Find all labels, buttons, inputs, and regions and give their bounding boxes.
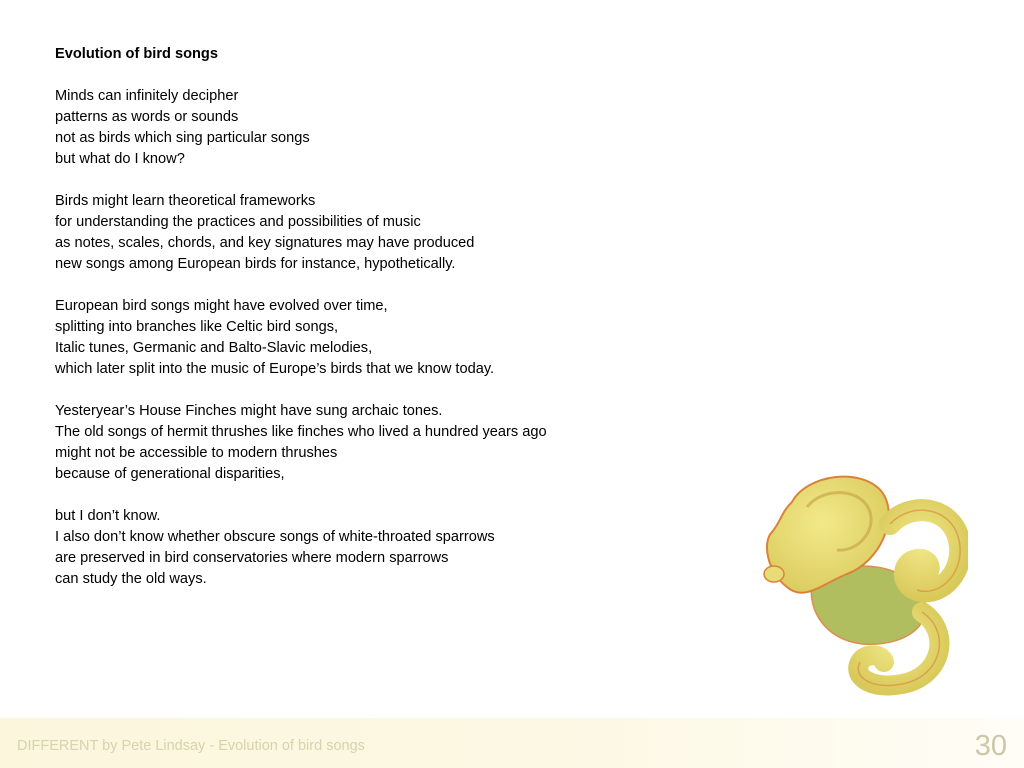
poem-line: new songs among European birds for instance, hypothetically. <box>55 256 456 272</box>
poem-line: which later split into the music of Europe’s birds that we know today. <box>55 361 495 377</box>
poem-line: splitting into branches like Celtic bird songs, <box>55 319 339 335</box>
poem-line: but what do I know? <box>55 151 185 167</box>
treble-clef-illustration <box>752 462 968 702</box>
poem-line: for understanding the practices and possibilities of music <box>55 214 421 230</box>
poem-line: as notes, scales, chords, and key signatures may have produced <box>55 235 475 251</box>
stanza <box>55 401 715 485</box>
illustration-knob <box>764 566 784 582</box>
stanza <box>55 86 715 170</box>
poem-line: patterns as words or sounds <box>55 109 239 125</box>
poem-title: Evolution of bird songs <box>55 46 218 62</box>
poem-line: Birds might learn theoretical frameworks <box>55 193 316 209</box>
poem-line: are preserved in bird conservatories where modern sparrows <box>55 550 449 566</box>
poem-line: can study the old ways. <box>55 571 207 587</box>
stanza <box>55 506 715 590</box>
stanza <box>55 296 715 380</box>
page-number: 30 <box>974 730 1007 762</box>
poem-line: Italic tunes, Germanic and Balto-Slavic melodies, <box>55 340 373 356</box>
poem-line: not as birds which sing particular songs <box>55 130 310 146</box>
poem-line: might not be accessible to modern thrushes <box>55 445 338 461</box>
poem-line: but I don’t know. <box>55 508 161 524</box>
footer-title: DIFFERENT by Pete Lindsay - Evolution of bird songs <box>17 738 365 754</box>
poem-line: Minds can infinitely decipher <box>55 88 239 104</box>
poem-line: Yesteryear’s House Finches might have sung archaic tones. <box>55 403 443 419</box>
poem <box>55 44 715 611</box>
poem-line: I also don’t know whether obscure songs of white-throated sparrows <box>55 529 495 545</box>
poem-line: The old songs of hermit thrushes like finches who lived a hundred years ago <box>55 424 547 440</box>
poem-line: because of generational disparities, <box>55 466 285 482</box>
poem-line: European bird songs might have evolved over time, <box>55 298 388 314</box>
footer-bar <box>0 718 1024 768</box>
stanza <box>55 191 715 275</box>
